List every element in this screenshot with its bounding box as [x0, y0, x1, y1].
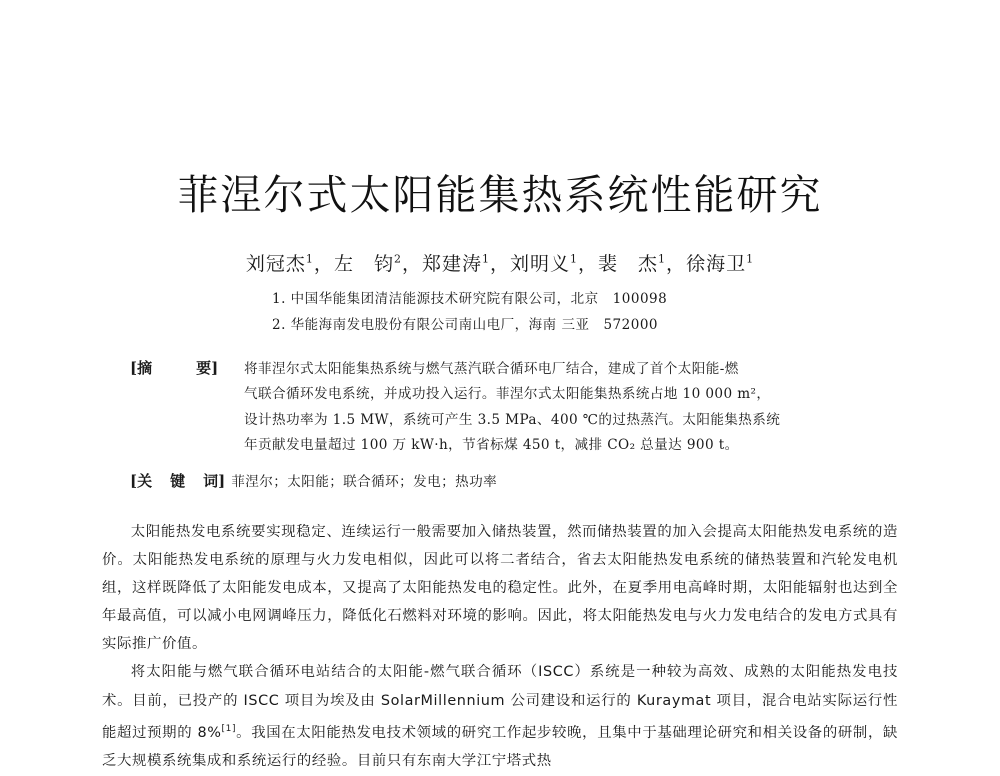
keywords	[130, 470, 497, 491]
abstract-line: 年贡献发电量超过 100 万 kW·h，节省标煤 450 t，减排 CO₂ 总量达 900 t。	[244, 437, 739, 454]
author-affiliation-mark: 2	[393, 252, 402, 266]
author-affiliation-mark: 1	[481, 252, 490, 266]
keywords-text: 菲涅尔；太阳能；联合循环；发电；热功率	[231, 474, 498, 490]
keywords-label: [关 键 词]	[130, 472, 226, 490]
author-list: 刘冠杰$^1$，左 钧$^2$，郑建涛$^1$，刘明义$^1$，裴 杰$^1$，徐海卫$^1$	[245, 252, 755, 275]
author-affiliation-mark: 1	[305, 252, 314, 266]
body-paragraph-2: 将太阳能与燃气联合循环电站结合的太阳能-燃气联合循环（ISCC）系统是一种较为高效、成熟的太阳能热发电技术。目前，已投产的 ISCC 项目为埃及由 SolarMillennium 公司建设和运行的 Kuraymat 项目，混合电站实际运行性能超过预期的 8%[1]。我国在太阳能热发电技术领域的研究工作起步较晚，且集中于基础理论研究和相关设备的研制，缺乏大规模系统集成和系统运行的经验。目前只有东南大学江宁塔式热	[102, 664, 899, 769]
author-affiliation-mark: 1	[746, 252, 755, 266]
abstract-label-left: [摘	[130, 359, 153, 377]
author-name: 刘明义	[510, 253, 571, 275]
abstract-label	[130, 357, 218, 378]
paper-title: 菲涅尔式太阳能集热系统性能研究	[177, 171, 823, 219]
postal-code: 572000	[603, 317, 659, 333]
citation-ref: [1]	[221, 723, 237, 734]
abstract-line: 设计热功率为 1.5 MW，系统可产生 3.5 MPa、400 ℃的过热蒸汽。太阳能集热系统	[244, 411, 781, 428]
author-affiliation-mark: 1	[658, 252, 667, 266]
body-text	[102, 518, 898, 775]
author-name: 徐海卫	[686, 253, 747, 275]
abstract-label-right: 要]	[196, 359, 219, 377]
author-affiliation-mark: 1	[570, 252, 579, 266]
affiliation-text: 2. 华能海南发电股份有限公司南山电厂，海南 三亚	[272, 317, 590, 333]
author-name: 裴 杰	[598, 253, 659, 275]
affiliation-text: 1. 中国华能集团清洁能源技术研究院有限公司，北京	[272, 291, 599, 307]
abstract-line: 将菲涅尔式太阳能集热系统与燃气蒸汽联合循环电厂结合，建成了首个太阳能-燃	[244, 361, 739, 377]
affiliation-1	[272, 287, 667, 307]
author-name: 左 钧	[333, 253, 394, 275]
abstract-text	[244, 357, 859, 459]
affiliation-2	[272, 313, 658, 333]
abstract-line: 气联合循环发电系统，并成功投入运行。菲涅尔式太阳能集热系统占地 10 000 m²，	[244, 386, 771, 403]
postal-code: 100098	[612, 291, 668, 307]
author-name: 刘冠杰	[245, 253, 306, 275]
body-paragraph-1: 太阳能热发电系统要实现稳定、连续运行一般需要加入储热装置，然而储热装置的加入会提高太阳能热发电系统的造价。太阳能热发电系统的原理与火力发电相似，因此可以将二者结合，省去太阳能热发电系统的储热装置和汽轮发电机组，这样既降低了太阳能发电成本，又提高了太阳能热发电的稳定性。此外，在夏季用电高峰时期，太阳能辐射也达到全年最高值，可以减小电网调峰压力，降低化石燃料对环境的影响。因此，将太阳能热发电与火力发电结合的发电方式具有实际推广价值。	[102, 524, 898, 653]
author-name: 郑建涛	[421, 253, 482, 275]
